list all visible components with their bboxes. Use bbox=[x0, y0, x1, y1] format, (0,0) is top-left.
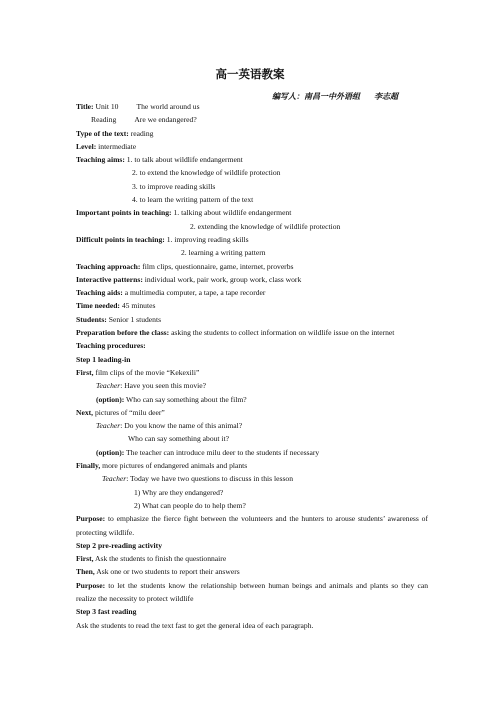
text-type-line: Type of the text: reading bbox=[76, 128, 154, 138]
step-heading: Step 1 leading-in bbox=[76, 354, 131, 364]
teacher-line: Teacher: Do you know the name of this animal? bbox=[96, 421, 243, 431]
first-line: First, Ask the students to finish the questionnaire bbox=[76, 554, 227, 564]
teacher-line: Teacher: Today we have two questions to discuss in this lesson bbox=[102, 474, 293, 484]
purpose-paragraph: Purpose: to let the students know the relationship between human beings and animals and plants so they can realize the necessity to protect wildlife bbox=[76, 580, 428, 603]
first-line: First, film clips of the movie “Kekexili” bbox=[76, 367, 200, 377]
next-line: Next, pictures of “milu deer” bbox=[76, 407, 165, 417]
option-line: (option): Who can say something about the film? bbox=[96, 394, 247, 404]
author-name: 李志超 bbox=[374, 92, 398, 101]
procedures-heading: Teaching procedures: bbox=[76, 341, 146, 351]
finally-line: Finally, more pictures of endangered animals and plants bbox=[76, 461, 248, 471]
level-line: Level: intermediate bbox=[76, 141, 137, 151]
aims-item: 3. to improve reading skills bbox=[132, 181, 216, 191]
question-item: 2) What can people do to help them? bbox=[134, 500, 246, 510]
purpose-paragraph: Purpose: to emphasize the fierce fight between the volunteers and the hunters to arouse students’ awareness of protecting wildlife. bbox=[76, 514, 428, 537]
important-line: Important points in teaching: 1. talking about wildlife endangerment bbox=[76, 208, 292, 218]
important-item: 2. extending the knowledge of wildlife protection bbox=[190, 221, 341, 231]
difficult-line: Difficult points in teaching: 1. improving reading skills bbox=[76, 234, 249, 244]
teacher-followup: Who can say something about it? bbox=[128, 434, 230, 444]
aids-line: Teaching aids: a multimedia computer, a tape, a tape recorder bbox=[76, 288, 266, 298]
teacher-line: Teacher: Have you seen this movie? bbox=[96, 381, 207, 391]
title-subline: Reading Are we endangered? bbox=[91, 115, 197, 125]
prep-paragraph: Preparation before the class: asking the students to collect information on wildlife issue on the internet bbox=[76, 328, 395, 338]
time-line: Time needed: 45 minutes bbox=[76, 301, 156, 311]
difficult-item: 2. learning a writing pattern bbox=[181, 248, 266, 258]
step-heading: Step 3 fast reading bbox=[76, 607, 137, 617]
approach-line: Teaching approach: film clips, questionnaire, game, internet, proverbs bbox=[76, 261, 294, 271]
students-line: Students: Senior 1 students bbox=[76, 314, 162, 324]
patterns-line: Interactive patterns: individual work, pair work, group work, class work bbox=[76, 274, 302, 284]
author-label: 编写人：南昌一中外语组 bbox=[272, 92, 360, 101]
page-title: 高一英语教案 bbox=[215, 67, 285, 81]
step3-line: Ask the students to read the text fast to get the general idea of each paragraph. bbox=[76, 620, 314, 630]
aims-line: Teaching aims: 1. to talk about wildlife endangerment bbox=[76, 155, 243, 165]
lesson-body bbox=[76, 100, 428, 632]
question-item: 1) Why are they endangered? bbox=[134, 487, 224, 497]
title-line: Title: Unit 10 The world around us bbox=[76, 102, 200, 111]
aims-item: 2. to extend the knowledge of wildlife protection bbox=[132, 168, 281, 178]
aims-item: 4. to learn the writing pattern of the text bbox=[132, 195, 254, 205]
then-line: Then, Ask one or two students to report their answers bbox=[76, 567, 240, 577]
option-line: (option): The teacher can introduce milu deer to the students if necessary bbox=[96, 447, 320, 457]
step-heading: Step 2 pre-reading activity bbox=[76, 540, 162, 550]
